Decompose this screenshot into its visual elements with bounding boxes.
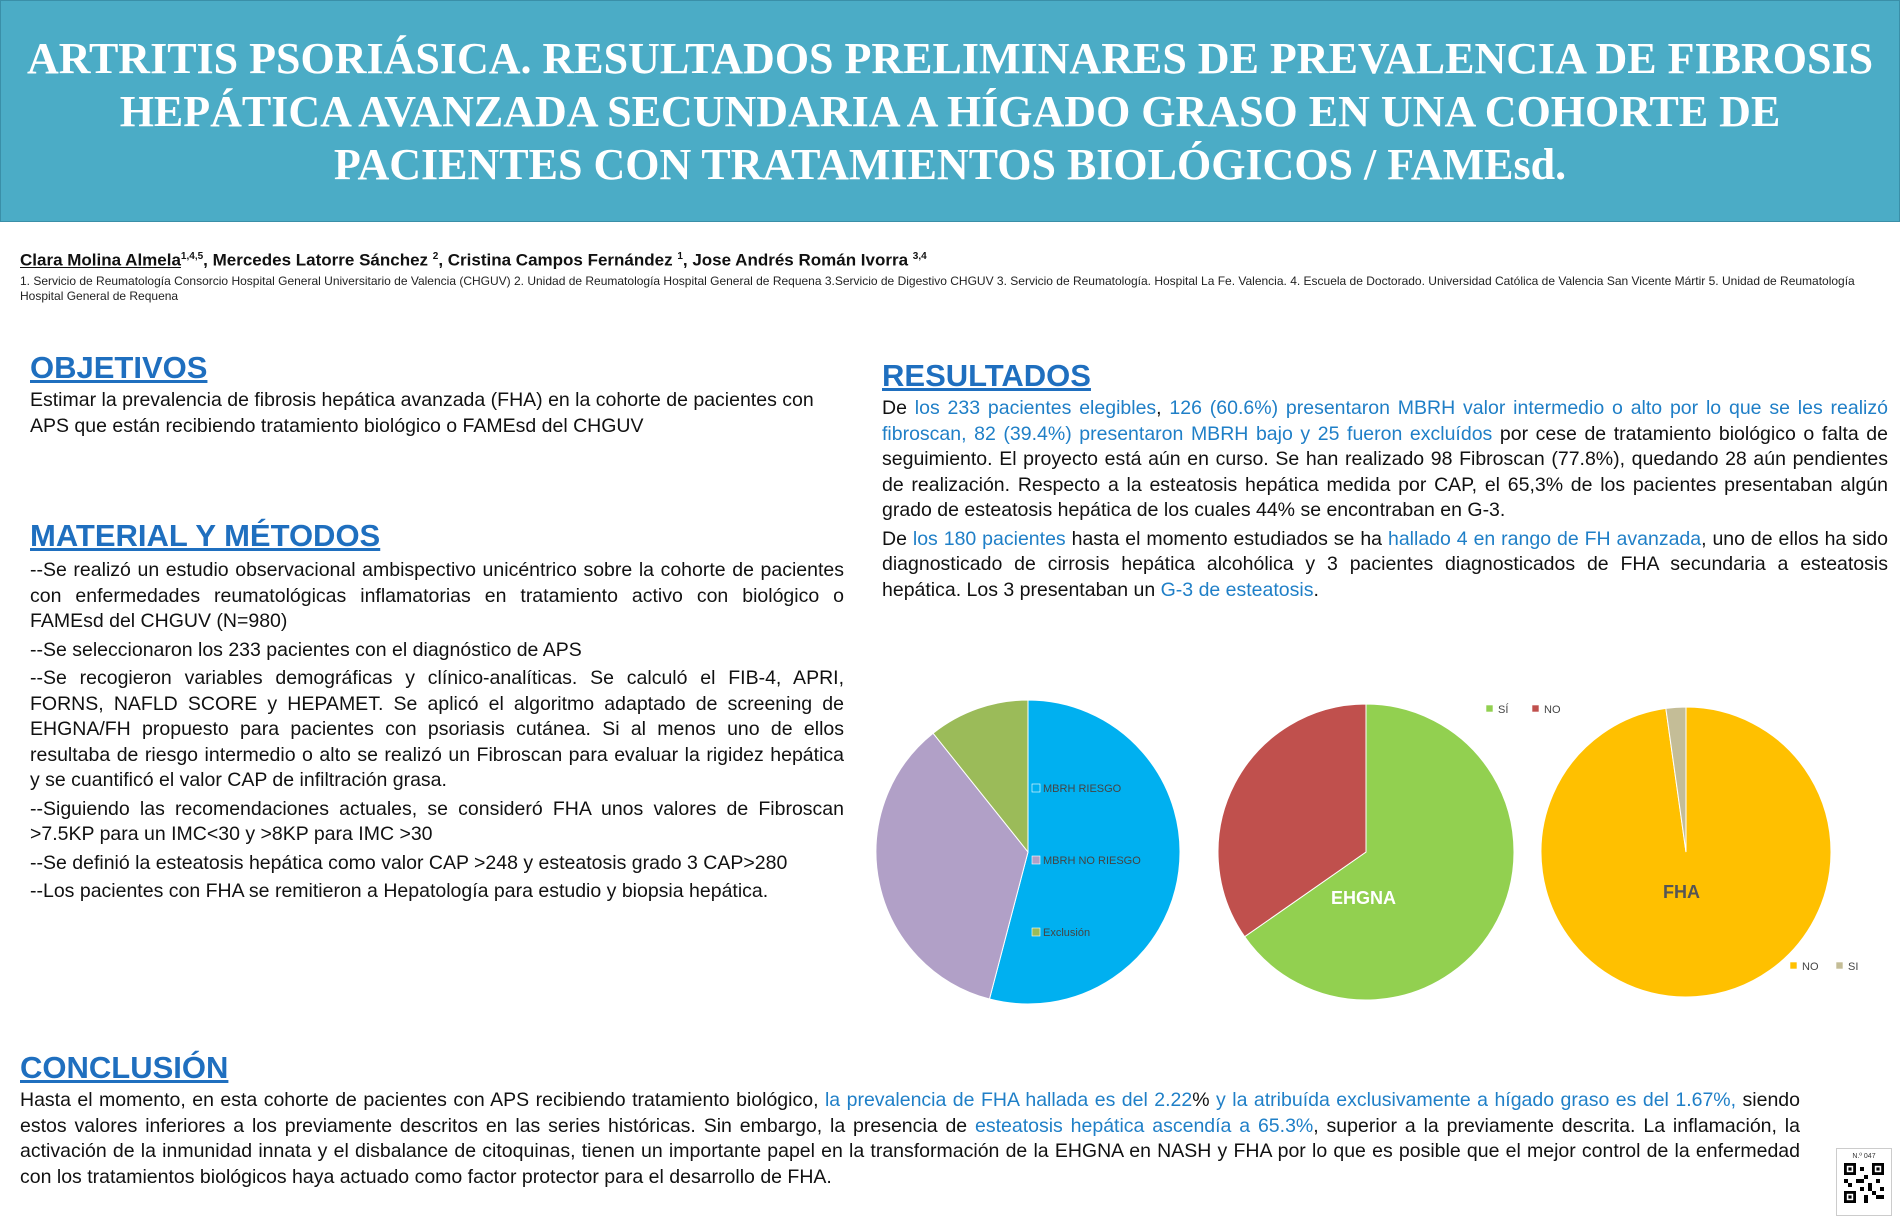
highlight-span: la prevalencia de FHA hallada es del 2.22 — [824, 1089, 1193, 1111]
charts-area — [868, 690, 1868, 1020]
authors-line — [20, 246, 1890, 272]
legend-fha-no: NO — [1802, 961, 1819, 973]
pie-chart-fha — [1541, 707, 1831, 997]
resultados-title: RESULTADOS — [882, 358, 1091, 393]
author-1: Clara Molina Almela — [20, 250, 181, 270]
highlight-span: los 233 pacientes elegibles — [914, 397, 1157, 419]
highlight-span: y la atribuída exclusivamente a hígado graso es del 1.67%, — [1216, 1089, 1737, 1111]
fha-label: FHA — [1663, 882, 1700, 902]
legend-swatch-mbrh-riesgo — [1032, 784, 1040, 792]
metodos-item: --Los pacientes con FHA se remitieron a Hepatología para estudio y biopsia hepática. — [30, 880, 769, 902]
text-span: por cese de tratamiento biológico o falta de seguimiento. El proyecto está aún en curso. Se han realizado 98 Fibroscan (77.8%), quedando 28 aún pendientes de realización. Respecto a la esteatosis hepática medida por CAP, el 65,3% de los pacientes presentaban algún grado de esteatosis hepática de los cuales 44% se encontraban en G-3. — [882, 422, 1888, 521]
metodos-item: --Se seleccionaron los 233 pacientes con el diagnóstico de APS — [30, 638, 582, 661]
author-4: , Jose Andrés Román Ivorra — [682, 250, 913, 270]
highlight-span: los 180 pacientes — [912, 527, 1066, 550]
legend-mbrh-riesgo: MBRH RIESGO — [1043, 783, 1122, 795]
legend-swatch-no — [1532, 705, 1539, 712]
legend-swatch-si — [1486, 705, 1493, 712]
author-3-sup: 1 — [677, 251, 683, 262]
qr-code-box[interactable] — [1836, 1148, 1892, 1216]
affiliations: 1. Servicio de Reumatología Consorcio Hospital General Universitario de Valencia (CHGUV) 2. Unidad de Reumatología Hospital General de Requena 3.Servicio de Digestivo CHGUV 3. Servicio de Reumatología. Hospital La Fe. Valencia. 4. Escuela de Doctorado. Universidad Católica de Valencia San Vicente Mártir 5. Unidad de Reumatología Hospital General de Requena — [20, 273, 1855, 303]
text-span: siendo estos valores inferiores a los previamente descritos en las series históricas. Sin embargo, la presencia de — [20, 1089, 1800, 1137]
highlight-span: esteatosis hepática ascendía a 65.3% — [975, 1114, 1314, 1137]
qr-label: N.º 047 — [1852, 1153, 1876, 1160]
highlight-span: 126 (60.6%) presentaron MBRH valor intermedio o alto por lo que se les realizó fibroscan, 82 (39.4%) presentaron MBRH bajo y 25 fueron excluídos — [882, 397, 1888, 445]
legend-swatch-fha-si — [1836, 962, 1843, 969]
pie-chart-cohort — [876, 700, 1180, 1004]
author-3: , Cristina Campos Fernández — [438, 250, 678, 270]
metodos-item: --Se definió la esteatosis hepática como valor CAP >248 y esteatosis grado 3 CAP>280 — [30, 851, 788, 874]
metodos-item: --Se recogieron variables demográficas y clínico-analíticas. Se calculó el FIB-4, APRI, FORNS, NAFLD SCORE y HEPAMET. Se aplicó el algoritmo adaptado de screening de EHGNA/FH propuesto para pacientes con psoriasis cutánea. Si al menos uno de ellos resultaba de riesgo intermedio o alto se realizó un Fibroscan para evaluar la rigidez hepática y se cuantificó el valor CAP de infiltración grasa. — [30, 667, 844, 791]
legend-fha-si: SI — [1848, 961, 1859, 973]
legend-swatch-mbrh-no-riesgo — [1032, 856, 1040, 864]
legend-swatch-exclusion — [1032, 928, 1040, 936]
legend-swatch-fha-no — [1790, 962, 1797, 969]
objetivos-text: Estimar la prevalencia de fibrosis hepática avanzada (FHA) en la cohorte de pacientes con APS que están recibiendo tratamiento biológico o FAMEsd del CHGUV — [30, 389, 814, 437]
legend-mbrh-no-riesgo: MBRH NO RIESGO — [1043, 855, 1141, 867]
text-span: hasta el momento estudiados se ha — [1065, 527, 1388, 550]
resultados-paragraph-1 — [882, 396, 1888, 524]
highlight-span: G-3 de esteatosis — [1160, 578, 1314, 601]
pie-charts-svg — [868, 690, 1868, 1020]
metodos-item: --Se realizó un estudio observacional ambispectivo unicéntrico sobre la cohorte de pacientes con enfermedades reumatológicas inflamatorias en tratamiento activo con biológico o FAMEsd del CHGUV (N=980) — [30, 559, 844, 632]
header-band — [0, 0, 1900, 222]
author-1-sup: 1,4,5 — [180, 251, 204, 262]
conclusion-title: CONCLUSIÓN — [20, 1050, 229, 1085]
author-4-sup: 3,4 — [912, 251, 927, 262]
poster-title: ARTRITIS PSORIÁSICA. RESULTADOS PRELIMINARES DE PREVALENCIA DE FIBROSIS HEPÁTICA AVANZADA SECUNDARIA A HÍGADO GRASO EN UNA COHORTE DE PACIENTES CON TRATAMIENTOS BIOLÓGICOS / FAMEsd. — [26, 33, 1874, 189]
resultados-paragraph-2 — [882, 527, 1888, 604]
text-span: De — [882, 527, 913, 550]
text-span: , superior a la previamente descrita. La inflamación, la activación de la inmunidad innata y el disbalance de citoquinas, tienen un importante papel en la transformación de la EHGNA en NASH y FHA por lo que es posible que el mejor control de la enfermedad con los tratamientos biológicos haya actuado como factor protector para el desarrollo de FHA. — [20, 1114, 1800, 1188]
metodos-title: MATERIAL Y MÉTODOS — [30, 518, 381, 553]
resultados-body — [882, 396, 1888, 606]
highlight-span: hallado 4 en rango de FH avanzada — [1387, 527, 1702, 550]
metodos-body — [30, 558, 844, 908]
text-span: Hasta el momento, en esta cohorte de pacientes con APS recibiendo tratamiento biológico, — [20, 1089, 825, 1111]
author-2-sup: 2 — [432, 251, 439, 262]
legend-no: NO — [1544, 704, 1561, 716]
legend-exclusion: Exclusión — [1043, 927, 1091, 939]
text-span: , uno de ellos ha sido diagnosticado de cirrosis hepática alcohólica y 3 pacientes diagnosticados de FHA secundaria a esteatosis hepática. Los 3 presentaban un — [882, 527, 1888, 601]
metodos-item: --Siguiendo las recomendaciones actuales, se consideró FHA unos valores de Fibroscan >7.5KP para un IMC<30 y >8KP para IMC >30 — [30, 797, 844, 845]
text-span: % — [1192, 1089, 1217, 1111]
pie-chart-ehgna — [1218, 704, 1514, 1000]
text-span: De — [882, 397, 915, 419]
ehgna-label: EHGNA — [1331, 888, 1397, 908]
text-span: . — [1313, 578, 1319, 601]
qr-code-icon — [1844, 1163, 1884, 1203]
conclusion-text — [20, 1088, 1800, 1190]
legend-si: SÍ — [1498, 704, 1509, 716]
author-2: , Mercedes Latorre Sánchez — [203, 250, 433, 270]
text-span: , — [1156, 397, 1170, 419]
authors-block — [20, 246, 1890, 304]
objetivos-title: OBJETIVOS — [30, 350, 208, 385]
